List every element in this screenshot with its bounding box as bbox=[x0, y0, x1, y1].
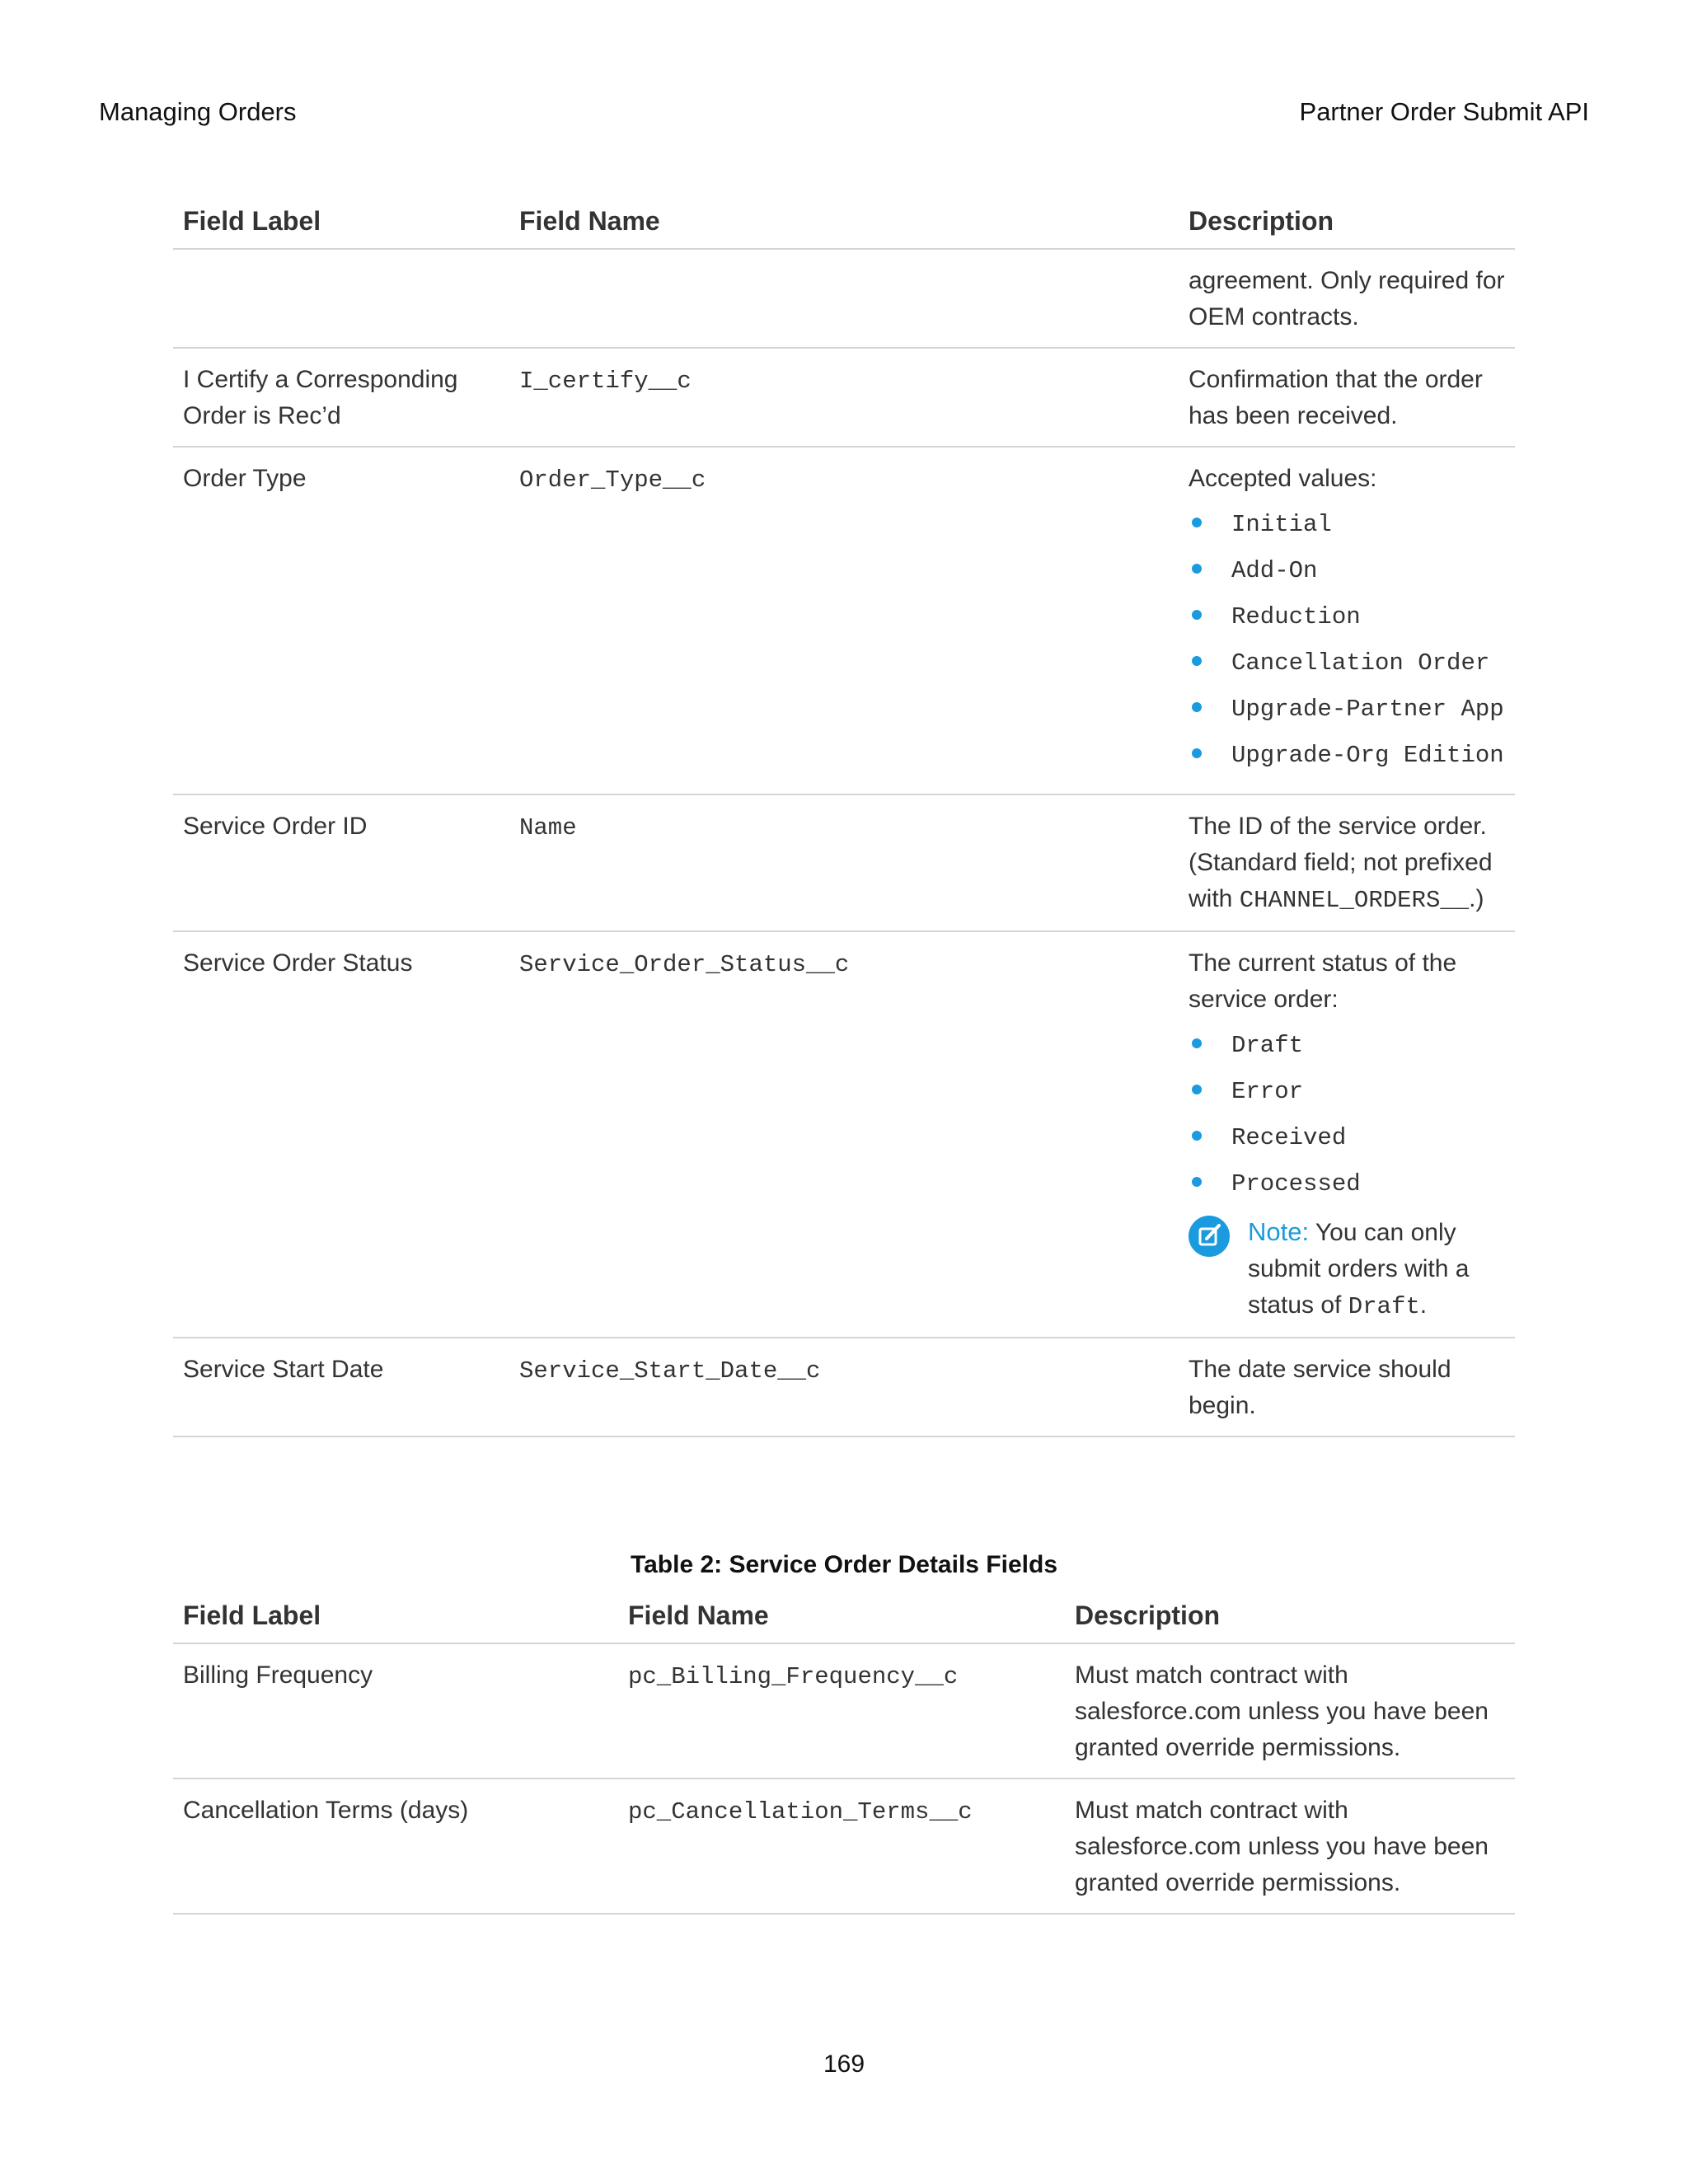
field-label-cell bbox=[173, 249, 509, 348]
note-label: Note: bbox=[1248, 1217, 1310, 1246]
field-api-name: Service_Start_Date__c bbox=[519, 1357, 821, 1385]
list-item bbox=[1189, 644, 1505, 682]
description-cell bbox=[1179, 794, 1515, 931]
accepted-values-list bbox=[1189, 505, 1505, 774]
list-item bbox=[1189, 736, 1505, 774]
header-section-title: Managing Orders bbox=[99, 97, 297, 126]
table-row bbox=[173, 931, 1515, 1338]
status-values-list bbox=[1189, 1026, 1505, 1202]
note-code: Draft bbox=[1348, 1293, 1420, 1320]
field-api-name: pc_Billing_Frequency__c bbox=[628, 1663, 959, 1690]
field-name-cell bbox=[509, 1338, 1179, 1436]
list-item bbox=[1189, 1165, 1505, 1202]
list-item bbox=[1189, 598, 1505, 635]
value-text: Upgrade-Org Edition bbox=[1231, 742, 1504, 769]
bullet-icon bbox=[1192, 610, 1202, 620]
field-name-cell bbox=[509, 348, 1179, 447]
note-callout bbox=[1189, 1214, 1505, 1325]
bullet-icon bbox=[1192, 1085, 1202, 1094]
value-text: Upgrade-Partner App bbox=[1231, 696, 1504, 723]
field-api-name: pc_Cancellation_Terms__c bbox=[628, 1798, 973, 1825]
description-cell: agreement. Only required for OEM contracts. bbox=[1179, 249, 1515, 348]
list-item bbox=[1189, 1118, 1505, 1156]
field-name-cell bbox=[509, 931, 1179, 1338]
description-end: .) bbox=[1469, 885, 1484, 912]
field-name-cell bbox=[509, 794, 1179, 931]
field-label-cell: Service Start Date bbox=[173, 1338, 509, 1436]
field-label-cell: I Certify a Corresponding Order is Rec’d bbox=[173, 348, 509, 447]
description-cell: Must match contract with salesforce.com unless you have been granted override permissions. bbox=[1065, 1643, 1515, 1779]
field-label-cell: Service Order Status bbox=[173, 931, 509, 1338]
bullet-icon bbox=[1192, 702, 1202, 712]
table-row bbox=[173, 794, 1515, 931]
column-header-description: Description bbox=[1065, 1601, 1515, 1643]
field-label-cell: Cancellation Terms (days) bbox=[173, 1779, 618, 1914]
edit-note-icon bbox=[1189, 1216, 1230, 1257]
list-item bbox=[1189, 1072, 1505, 1110]
bullet-icon bbox=[1192, 1131, 1202, 1141]
value-text: Cancellation Order bbox=[1231, 649, 1490, 677]
column-header-field-name: Field Name bbox=[509, 206, 1179, 249]
description-cell: Confirmation that the order has been received. bbox=[1179, 348, 1515, 447]
table-row bbox=[173, 1779, 1515, 1914]
table-header-row bbox=[173, 206, 1515, 249]
list-item bbox=[1189, 551, 1505, 589]
description-text: The ID of the service order. (Standard field; not prefixed with bbox=[1189, 813, 1493, 912]
column-header-field-name: Field Name bbox=[618, 1601, 1065, 1643]
value-text: Initial bbox=[1231, 511, 1332, 538]
bullet-icon bbox=[1192, 518, 1202, 527]
prefix-code: CHANNEL_ORDERS__ bbox=[1239, 887, 1470, 914]
field-name-cell bbox=[618, 1643, 1065, 1779]
field-api-name: Name bbox=[519, 814, 577, 841]
bullet-icon bbox=[1192, 748, 1202, 758]
note-end: . bbox=[1419, 1291, 1428, 1319]
list-item bbox=[1189, 505, 1505, 543]
field-api-name: I_certify__c bbox=[519, 368, 692, 395]
field-name-cell bbox=[618, 1779, 1065, 1914]
description-text: The current status of the service order: bbox=[1189, 949, 1457, 1013]
field-api-name: Order_Type__c bbox=[519, 466, 706, 494]
bullet-icon bbox=[1192, 1177, 1202, 1187]
column-header-field-label: Field Label bbox=[173, 206, 509, 249]
field-label-cell: Service Order ID bbox=[173, 794, 509, 931]
description-cell: The date service should begin. bbox=[1179, 1338, 1515, 1436]
field-label-cell: Order Type bbox=[173, 447, 509, 794]
field-label-cell: Billing Frequency bbox=[173, 1643, 618, 1779]
fields-table-continued bbox=[173, 206, 1515, 1437]
header-document-title: Partner Order Submit API bbox=[1299, 97, 1589, 126]
bullet-icon bbox=[1192, 1038, 1202, 1048]
value-text: Draft bbox=[1231, 1032, 1304, 1059]
value-text: Received bbox=[1231, 1124, 1347, 1151]
field-name-cell bbox=[509, 249, 1179, 348]
list-item bbox=[1189, 1026, 1505, 1064]
table-row bbox=[173, 1643, 1515, 1779]
table-row bbox=[173, 1338, 1515, 1436]
table-header-row bbox=[173, 1601, 1515, 1643]
list-item bbox=[1189, 690, 1505, 728]
value-text: Reduction bbox=[1231, 603, 1361, 630]
table-caption: Table 2: Service Order Details Fields bbox=[631, 1551, 1057, 1578]
bullet-icon bbox=[1192, 656, 1202, 666]
description-text: Accepted values: bbox=[1189, 465, 1377, 492]
page-number: 169 bbox=[823, 2050, 865, 2078]
field-api-name: Service_Order_Status__c bbox=[519, 951, 850, 978]
value-text: Error bbox=[1231, 1078, 1304, 1105]
value-text: Add-On bbox=[1231, 557, 1318, 584]
field-name-cell bbox=[509, 447, 1179, 794]
table-row bbox=[173, 348, 1515, 447]
note-text: You can only submit orders with a status of bbox=[1248, 1219, 1470, 1319]
column-header-field-label: Field Label bbox=[173, 1601, 618, 1643]
description-cell bbox=[1179, 447, 1515, 794]
table-row bbox=[173, 249, 1515, 348]
description-cell bbox=[1179, 931, 1515, 1338]
bullet-icon bbox=[1192, 564, 1202, 574]
value-text: Processed bbox=[1231, 1170, 1361, 1197]
column-header-description: Description bbox=[1179, 206, 1515, 249]
description-cell: Must match contract with salesforce.com unless you have been granted override permissions. bbox=[1065, 1779, 1515, 1914]
table-row bbox=[173, 447, 1515, 794]
service-order-details-table bbox=[173, 1601, 1515, 1915]
